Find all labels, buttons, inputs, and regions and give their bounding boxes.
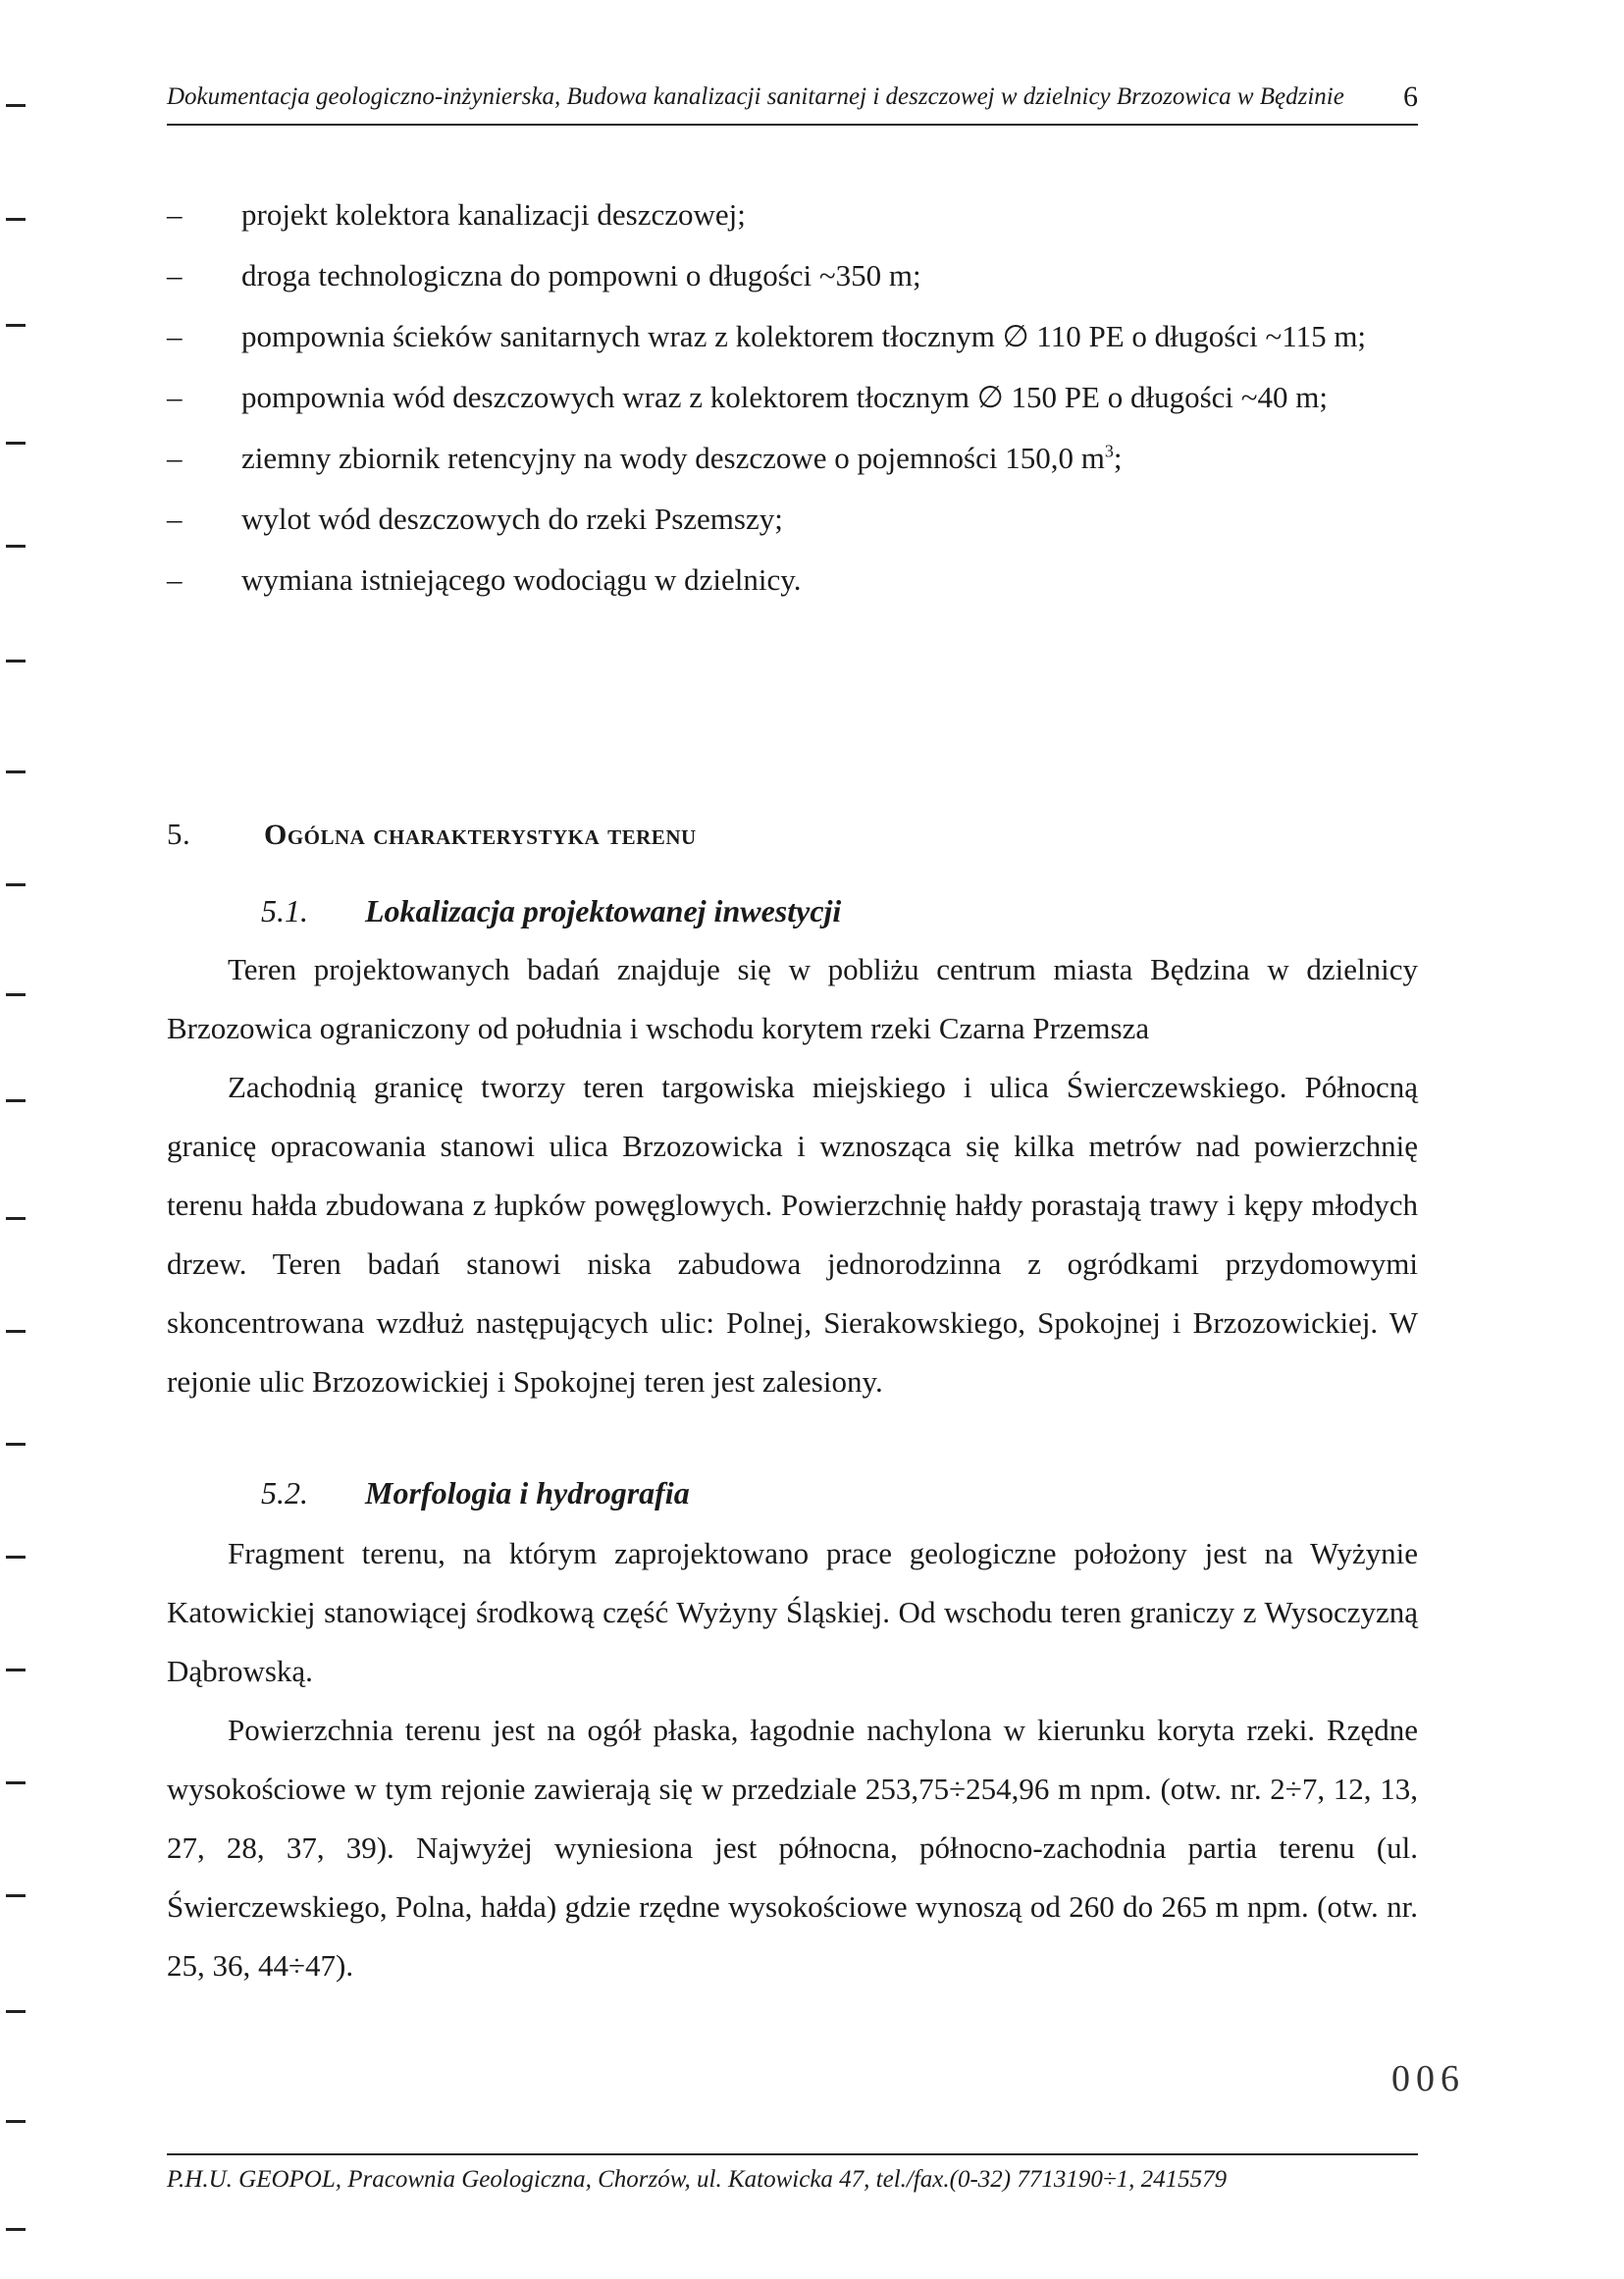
- scan-mark: [6, 770, 26, 773]
- paragraph: Teren projektowanych badań znajduje się w pobliżu centrum miasta Będzina w dzielnicy Brzozowica ograniczony od południa i wschodu korytem rzeki Czarna Przemsza: [167, 952, 1418, 1045]
- header-title: Dokumentacja geologiczno-inżynierska, Budowa kanalizacji sanitarnej i deszczowej w dzielnicy Brzozowica w Będzinie: [167, 83, 1344, 110]
- list-item: – pompownia ścieków sanitarnych wraz z kolektorem tłocznym ∅ 110 PE o długości ~115 m;: [167, 319, 1367, 353]
- scan-mark: [6, 660, 26, 662]
- scan-mark: [6, 993, 26, 996]
- list-item: – pompownia wód deszczowych wraz z kolektorem tłocznym ∅ 150 PE o długości ~40 m;: [167, 380, 1329, 414]
- scan-mark: [6, 324, 26, 327]
- subsection-heading: [261, 893, 841, 929]
- scan-mark: [6, 545, 26, 548]
- paragraph: Zachodnią granicę tworzy teren targowiska miejskiego i ulica Świerczewskiego. Północną granicę opracowania stanowi ulica Brzozowicka i wznosząca się kilka metrów nad powierzchnię terenu hałda zbudowana z łupków powęglowych. Powierzchnię hałdy porastają trawy i kępy młodych drzew. Teren badań stanowi niska zabudowa jednorodzinna z ogródkami przydomowymi skoncentrowana wzdłuż następujących ulic: Polnej, Sierakowskiego, Spokojnej i Brzozowickiej. W rejonie ulic Brzozowickiej i Spokojnej teren jest zalesiony.: [167, 1070, 1418, 1399]
- footer-text: P.H.U. GEOPOL, Pracownia Geologiczna, Chorzów, ul. Katowicka 47, tel./fax.(0-32) 7713190÷1, 2415579: [167, 2166, 1228, 2193]
- scan-mark: [6, 883, 26, 886]
- list-item: – droga technologiczna do pompowni o długości ~350 m;: [167, 258, 921, 292]
- list-item: – wymiana istniejącego wodociągu w dzielnicy.: [167, 562, 802, 597]
- section-title: Ogólna charakterystyka terenu: [264, 819, 697, 851]
- scan-mark: [6, 1099, 26, 1102]
- scan-mark: [6, 1894, 26, 1897]
- section-heading: [167, 817, 697, 852]
- bullet-list: [167, 185, 1418, 610]
- subsection-heading: [261, 1475, 690, 1511]
- scan-mark: [6, 2120, 26, 2123]
- page-stamp: 006: [1391, 2058, 1465, 2099]
- page-number: 6: [1403, 80, 1418, 113]
- scan-mark: [6, 442, 26, 445]
- list-item: – ziemny zbiornik retencyjny na wody deszczowe o pojemności 150,0 $m^3$;: [167, 441, 1123, 475]
- scan-mark: [6, 2228, 26, 2231]
- subsection-number: 5.1.: [261, 893, 308, 928]
- scan-mark: [6, 1217, 26, 1220]
- paragraph: Powierzchnia terenu jest na ogół płaska, łagodnie nachylona w kierunku koryta rzeki. Rzędne wysokościowe w tym rejonie zawierają się w przedziale 253,75÷254,96 m npm. (otw. nr. 2÷7, 12, 13, 27, 28, 37, 39). Najwyżej wyniesiona jest północna, północno-zachodnia partia terenu (ul. Świerczewskiego, Polna, hałda) gdzie rzędne wysokościowe wynoszą od 260 do 265 m npm. (otw. nr. 25, 36, 44÷47).: [167, 1713, 1418, 1983]
- scan-mark: [6, 1556, 26, 1559]
- subsection-number: 5.2.: [261, 1475, 308, 1510]
- paragraph: Fragment terenu, na którym zaprojektowano prace geologiczne położony jest na Wyżynie Katowickiej stanowiącej środkową część Wyżyny Śląskiej. Od wschodu teren graniczy z Wysoczyzną Dąbrowską.: [167, 1536, 1418, 1688]
- page-header: [167, 82, 1418, 126]
- scan-mark: [6, 218, 26, 221]
- scan-mark: [6, 2010, 26, 2013]
- scan-mark: [6, 1443, 26, 1446]
- scan-mark: [6, 1669, 26, 1671]
- list-item: – wylot wód deszczowych do rzeki Pszemszy;: [167, 502, 783, 536]
- scan-mark: [6, 1781, 26, 1784]
- list-item: – projekt kolektora kanalizacji deszczowej;: [167, 197, 746, 232]
- page-footer: [167, 2153, 1418, 2195]
- margin-scan-marks: [0, 0, 39, 2279]
- scan-mark: [6, 104, 26, 107]
- subsection-title: Lokalizacja projektowanej inwestycji: [365, 893, 842, 928]
- scan-mark: [6, 1330, 26, 1333]
- section-number: 5.: [167, 817, 191, 851]
- subsection-title: Morfologia i hydrografia: [365, 1475, 690, 1510]
